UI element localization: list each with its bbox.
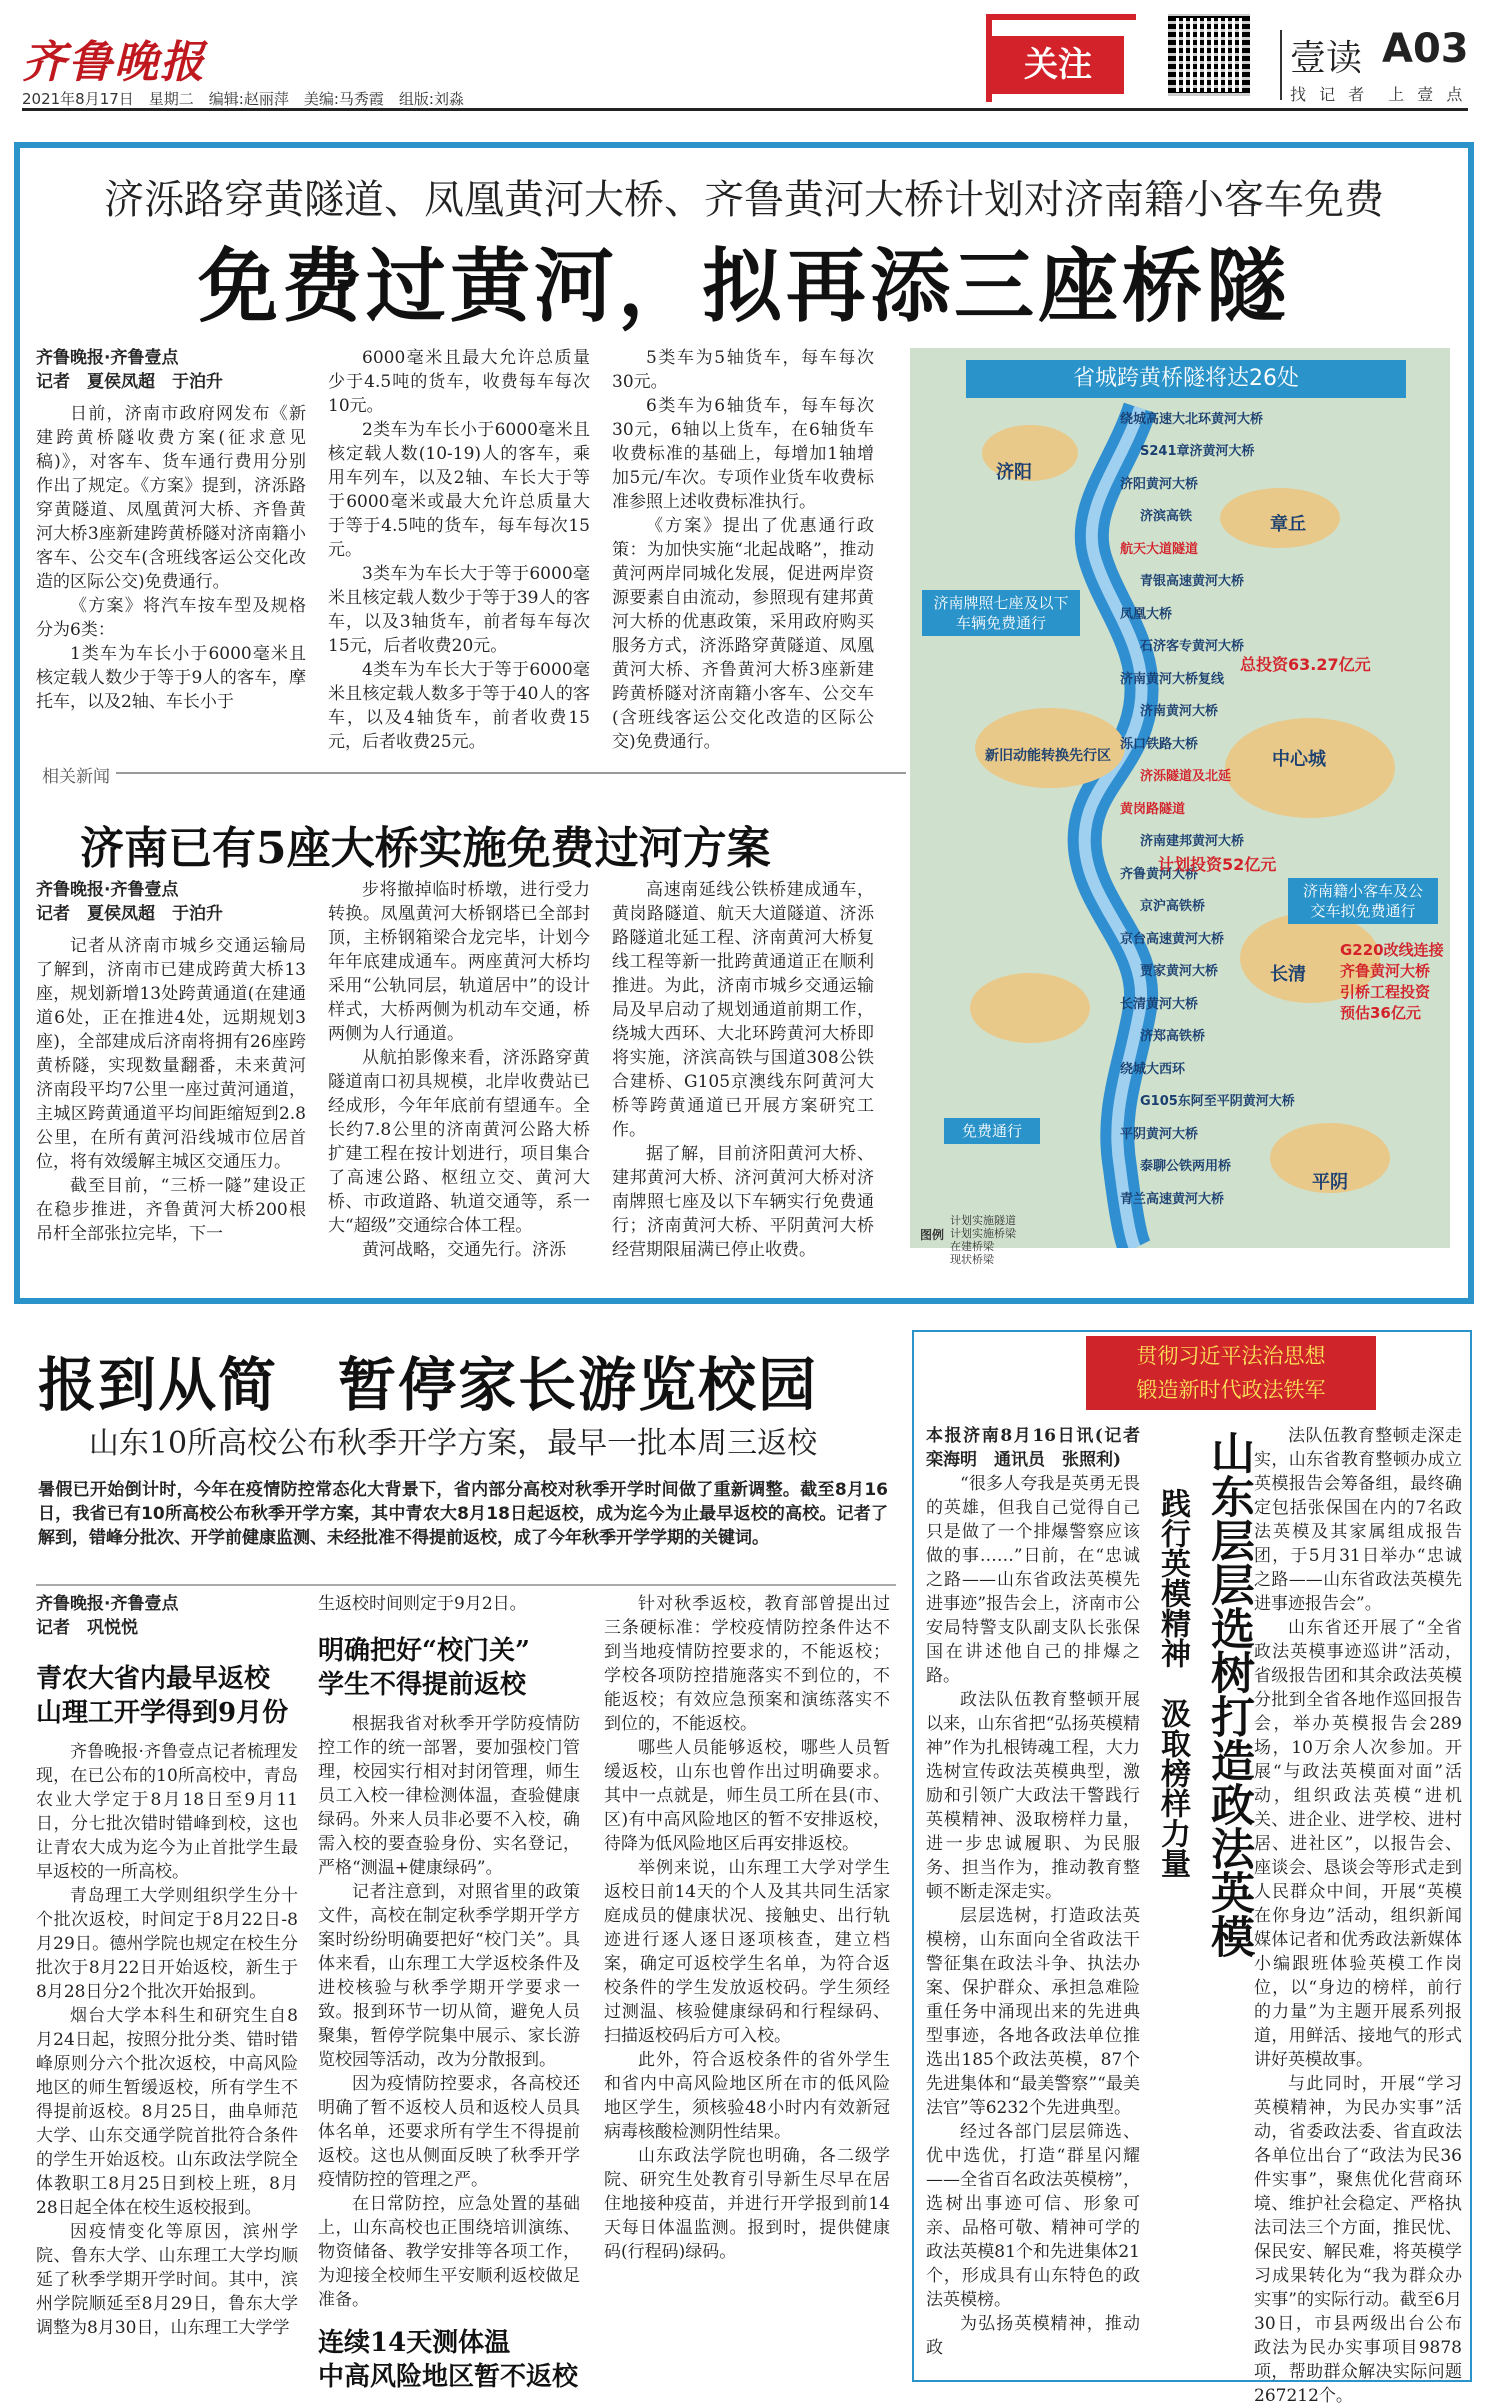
paragraph: 5类车为5轴货车，每车每次30元。: [612, 348, 874, 392]
callout-free-pass: 济南籍小客车及公交车拟免费通行: [1288, 878, 1438, 924]
bridge-label: 济阳黄河大桥: [1120, 476, 1199, 492]
place-city-center: 中心城: [1272, 749, 1326, 770]
bridge-label: 济泺隧道及北延: [1140, 769, 1232, 785]
place-pingyin: 平阴: [1312, 1172, 1348, 1193]
place-jiyang: 济阳: [996, 462, 1032, 483]
map-legend-label: 图例: [920, 1228, 945, 1242]
paragraph: 烟台大学本科生和研究生自8月24日起，按照分批分类、错时错峰原则分六个批次返校，中高风险地区的师生暂缓返校，所有学生不得提前返校。8月25日，曲阜师范大学、山东交通学院首批符合条件的学生开始返校。山东政法学院全体教职工8月25日到校上班，8月28日起全体在校生返校报到。: [36, 2006, 298, 2218]
paragraph: 因疫情变化等原因，滨州学院、鲁东大学、山东理工大学均顺延了秋季学期开学时间。其中，滨州学院顺延至8月29日，鲁东大学调整为8月30日，山东理工大学学: [36, 2222, 298, 2338]
paragraph: 截至目前，“三桥一隧”建设正在稳步推进，齐鲁黄河大桥200根吊杆全部张拉完毕，下一: [36, 1176, 306, 1244]
bridge-label: 齐鲁黄河大桥: [1120, 866, 1199, 882]
paragraph: 记者从济南市城乡交通运输局了解到，济南市已建成跨黄大桥13座，规划新增13处跨黄通道(在建通道6处，正在推进4处，远期规划3座)，全部建成后济南将拥有26座跨黄桥隧，实现数量翻番，未来黄河济南段平均7公里一座过黄河通道，主城区跨黄通道平均间距缩短到2.8公里，在所有黄河沿线城市位居首位，将有效缓解主城区交通压力。: [36, 936, 306, 1172]
school-story-title: 报到从简 暂停家长游览校园: [38, 1351, 819, 1419]
bridge-label: 青银高速黄河大桥: [1140, 574, 1245, 590]
bridge-label: 平阴黄河大桥: [1120, 1126, 1199, 1142]
school-col-1: 齐鲁晚报·齐鲁壹点 记者 巩悦悦 青农大省内最早返校 山理工开学得到9月份 齐鲁晚报·齐鲁壹点记者梳理发现，在已公布的10所高校中，青岛农业大学定于8月18日至9月11日，分七批次错时错峰到校，这也让青农大成为迄今为止首批学生最早返校的一所高校。 青岛理工大学则组织学生分十个批次返校，时间定于8月22日-8月29日。德州学院也规定在校生分批次于8月22日开始返校，新生于8月28日分2个批次开始报到。 烟台大学本科生和研究生自8月24日起，按照分批分类、错时错峰原则分六个批次返校，中高风险地区的师生暂缓返校，所有学生不得提前返校。8月25日，曲阜师范大学、山东交通学院首批符合条件的学生开始返校。山东政法学院全体教职工8月25日到校上班，8月28日起全体在校生返校报到。 因疫情变化等原因，滨州学院、鲁东大学、山东理工大学均顺延了秋季学期开学时间。其中，滨州学院顺延至8月29日，鲁东大学调整为8月30日，山东理工大学学: [36, 1594, 298, 2338]
school-subhead-3: 连续14天测体温 中高风险地区暂不返校: [318, 2328, 579, 2392]
paragraph: 《方案》将汽车按车型及规格分为6类：: [36, 596, 306, 640]
related-col-1: 齐鲁晚报·齐鲁壹点 记者 夏侯凤超 于泊升 记者从济南市城乡交通运输局了解到，济南市已建成跨黄大桥13座，规划新增13处跨黄通道(在建通道6处，正在推进4处，远期规划3座)，全部建成后济南将拥有26座跨黄桥隧，实现数量翻番，未来黄河济南段平均7公里一座过黄河通道，主城区跨黄通道平均间距缩短到2.8公里，在所有黄河沿线城市位居首位，将有效缓解主城区交通压力。 截至目前，“三桥一隧”建设正在稳步推进，齐鲁黄河大桥200根吊杆全部张拉完毕，下一: [36, 880, 306, 1244]
paragraph: 法队伍教育整顿走深走实，山东省教育整顿办成立英模报告会筹备组，最终确定包括张保国在内的7名政法英模及其家属组成报告团，于5月31日举办“忠诚之路——山东省政法英模先进事迹报告会”。: [1254, 1426, 1462, 1614]
callout-g220: G220改线连接齐鲁黄河大桥引桥工程投资预估36亿元: [1340, 941, 1444, 1022]
paragraph: 记者注意到，对照省里的政策文件，高校在制定秋季学期开学方案时纷纷明确要把好“校门关”。具体来看，山东理工大学返校条件及进校核验与秋季学期开学要求一致。报到环节一切从简，避免人员聚集，暂停学院集中展示、家长游览校园等活动，改为分散报到。: [318, 1882, 580, 2070]
related-col-2: [328, 878, 590, 1262]
paragraph: 举例来说，山东理工大学对学生返校日前14天的个人及其共同生活家庭成员的健康状况、接触史、出行轨迹进行逐人逐日逐项核查，建立档案，确定可返校学生名单，为符合返校条件的学生发放返校码。学生须经过测温、核验健康绿码和行程绿码、扫描返校码后方可入校。: [604, 1858, 890, 2046]
paragraph: 政法队伍教育整顿开展以来，山东省把“弘扬英模精神”作为扎根铸魂工程，大力选树宣传政法英模典型，激励和引领广大政法干警践行英模精神、汲取榜样力量，进一步忠诚履职、为民服务、担当作为，推动教育整顿不断走深走实。: [926, 1690, 1140, 1902]
bridge-label: 济南黄河大桥: [1140, 704, 1219, 720]
paragraph: 步将撤掉临时桥墩，进行受力转换。凤凰黄河大桥钢塔已全部封顶，主桥钢箱梁合龙完毕，计划今年年底建成通车。两座黄河大桥均采用“公轨同层，轨道居中”的设计样式，大桥两侧为机动车交通，桥两侧为人行通道。: [328, 880, 590, 1044]
paragraph: 6000毫米且最大允许总质量少于4.5吨的货车，收费每车每次10元。: [328, 348, 590, 416]
school-story-lead: 暑假已开始倒计时，今年在疫情防控常态化大背景下，省内部分高校对秋季开学时间做了重新调整。截至8月16日，我省已有10所高校公布秋季开学方案，其中青农大8月18日起返校，成为迄今为止最早返校的高校。记者了解到，错峰分批次、开学前健康监测、未经批准不得提前返校，成了今年秋季开学学期的关键词。: [38, 1480, 888, 1548]
bridge-label: 京台高速黄河大桥: [1120, 931, 1225, 947]
paragraph: 从航拍影像来看，济泺路穿黄隧道南口初具规模，北岸收费站已经成形，今年年底前有望通车。全长约7.8公里的济南黄河公路大桥扩建工程在按计划进行，项目集合了高速公路、枢纽立交、黄河大桥、市政道路、轨道交通等，系一大“超级”交通综合体工程。: [328, 1048, 590, 1236]
bridge-label: 绕城大西环: [1120, 1061, 1186, 1077]
paragraph: 针对秋季返校，教育部曾提出过三条硬标准：学校疫情防控条件达不到当地疫情防控要求的，不能返校；学校各项防控措施落实不到位的，不能返校；有效应急预案和演练落实不到位的，不能返校。: [604, 1594, 890, 1734]
paragraph: 2类车为车长小于6000毫米且核定载人数(10-19)人的客车，乘用车列车，以及2轴、车长大于等于6000毫米或最大允许总质量大于等于4.5吨的货车，每车每次15元。: [328, 420, 590, 560]
school-subhead-1: 青农大省内最早返校 山理工开学得到9月份: [36, 1664, 289, 1728]
bridge-label: G105东阿至平阴黄河大桥: [1140, 1094, 1295, 1110]
place-zhangqiu: 章丘: [1270, 514, 1306, 535]
section-tag: 关注: [992, 36, 1124, 94]
place-changqing: 长清: [1270, 964, 1306, 985]
paragraph: 山东政法学院也明确，各二级学院、研究生处教育引导新生尽早在居住地接种疫苗，并进行开学报到前14天每日体温监测。报到时，提供健康码(行程码)绿码。: [604, 2146, 890, 2262]
related-col-3: [612, 878, 874, 1262]
map-legend: 计划实施隧道 计划实施桥梁 在建桥梁 现状桥梁: [950, 1214, 1016, 1266]
school-subhead-2: 明确把好“校门关” 学生不得提前返校: [318, 1636, 530, 1700]
callout-invest-2: 计划投资52亿元: [1158, 855, 1277, 874]
bridge-label: 绕城高速大北环黄河大桥: [1120, 412, 1264, 427]
paragraph: 4类车为车长大于等于6000毫米且核定载人数多于等于40人的客车，以及4轴货车，前者收费15元，后者收费25元。: [328, 660, 590, 752]
bridge-label: 贾家黄河大桥: [1140, 964, 1219, 980]
paragraph: 6类车为6轴货车，每车每次30元，6轴以上货车，在6轴货车收费标准的基础上，每增加1轴增加5元/车次。专项作业货车收费标准参照上述收费标准执行。: [612, 396, 874, 512]
bridge-label: 凤凰大桥: [1120, 606, 1173, 622]
bridge-label: 青兰高速黄河大桥: [1120, 1191, 1225, 1207]
paragraph: 在日常防控，应急处置的基础上，山东高校也正围绕培训演练、物资储备、教学安排等各项工作，为迎接全校师生平安顺利返校做足准备。: [318, 2194, 580, 2310]
paragraph: 与此同时，开展“学习英模精神，为民办实事”活动，省委政法委、省直政法各单位出台了“政法为民36件实事”，聚焦优化营商环境、维护社会稳定、严格执法司法三个方面，推民忧、保民安、解民难，将英模学习成果转化为“我为群众办实事”的实际行动。截至6月30日，市县两级出台公布政法为民办实事项目9878项，帮助群众解决实际问题267212个。: [1254, 2074, 1462, 2406]
law-story-subtitle: 践行英模精神 汲取榜样力量: [1155, 1488, 1190, 1878]
paragraph: 为弘扬英模精神，推动政: [926, 2314, 1140, 2358]
law-col-2: [1254, 1424, 1462, 2408]
paragraph: 根据我省对秋季开学防疫情防控工作的统一部署，要加强校门管理，校园实行相对封闭管理，师生员工入校一律检测体温，查验健康绿码。外来人员非必要不入校，确需入校的要查验身份、实名登记，严格“测温+健康绿码”。: [318, 1714, 580, 1878]
bridge-label: 济南建邦黄河大桥: [1140, 834, 1245, 850]
school-col-2: 生返校时间则定于9月2日。 明确把好“校门关” 学生不得提前返校 根据我省对秋季开学防疫情防控工作的统一部署，要加强校门管理，校园实行相对封闭管理，师生员工入校一律检测体温，查验健康绿码。外来人员非必要不入校，确需入校的要查验身份、实名登记，严格“测温+健康绿码”。 记者注意到，对照省里的政策文件，高校在制定秋季学期开学方案时纷纷明确要把好“校门关”。具体来看，山东理工大学返校条件及进校核验与秋季学期开学要求一致。报到环节一切从简，避免人员聚集，暂停学院集中展示、家长游览校园等活动，改为分散报到。 因为疫情防控要求，各高校还明确了暂不返校人员和返校人员具体名单，还要求所有学生不得提前返校。这也从侧面反映了秋季开学疫情防控的管理之严。 在日常防控，应急处置的基础上，山东高校也正围绕培训演练、物资储备、教学安排等各项工作，为迎接全校师生平安顺利返校做足准备。 连续14天测体温 中高风险地区暂不返校: [318, 1594, 580, 2392]
paragraph: 经过各部门层层筛选、优中选优，打造“群星闪耀——全省百名政法英模榜”，选树出事迹可信、形象可亲、品格可敬、精神可学的政法英模81个和先进集体21个，形成具有山东特色的政法英模榜。: [926, 2122, 1140, 2310]
callout-invest-1: 总投资63.27亿元: [1240, 655, 1371, 674]
bridge-label: 石济客专黄河大桥: [1140, 639, 1245, 655]
related-title: 济南已有5座大桥实施免费过河方案: [80, 823, 771, 874]
related-news-rule: [36, 767, 906, 800]
paragraph: 此外，符合返校条件的省外学生和省内中高风险地区所在市的低风险地区学生，须核验48小时内有效新冠病毒核酸检测阴性结果。: [604, 2050, 890, 2142]
section-name: 壹读: [1290, 38, 1363, 79]
map-banner: 省城跨黄桥隧将达26处: [966, 360, 1406, 398]
bridge-label: 泰聊公铁两用桥: [1140, 1159, 1232, 1175]
bridge-label: 泺口铁路大桥: [1120, 736, 1199, 752]
paragraph: 1类车为车长小于6000毫米且核定载人数少于等于9人的客车，摩托车，以及2轴、车长小于: [36, 644, 306, 712]
paragraph: 日前，济南市政府网发布《新建跨黄桥隧收费方案(征求意见稿)》，对客车、货车通行费用分别作出了规定。《方案》提到，济泺路穿黄隧道、凤凰黄河大桥、齐鲁黄河大桥3座新建跨黄桥隧对济南籍小客车、公交车(含班线客运公交化改造的区际公交)免费通行。: [36, 404, 306, 592]
bridge-label: 济南黄河大桥复线: [1120, 671, 1225, 687]
newspaper-logo: 齐鲁晚报: [22, 37, 206, 88]
bridge-label: 长清黄河大桥: [1120, 996, 1199, 1012]
issue-meta: 2021年8月17日 星期二 编辑:赵丽萍 美编:马秀霞 组版:刘淼: [22, 90, 464, 108]
qihe-area: [970, 973, 1090, 1043]
paragraph: 据了解，目前济阳黄河大桥、建邦黄河大桥、济河黄河大桥对济南牌照七座及以下车辆实行免费通行；济南黄河大桥、平阴黄河大桥经营期限届满已停止收费。: [612, 1144, 874, 1260]
lead-col-2: [328, 346, 590, 754]
paragraph: 《方案》提出了优惠通行政策：为加快实施“北起战略”，推动黄河两岸同城化发展，促进两岸资源要素自由流动，参照现有建邦黄河大桥的优惠政策，采用政府购买服务方式，济泺路穿黄隧道、凤凰黄河大桥、齐鲁黄河大桥3座新建跨黄桥隧对济南籍小客车、公交车(含班线客运公交化改造的区际公交)免费通行。: [612, 516, 874, 752]
bridge-label: 航天大道隧道: [1120, 541, 1199, 557]
paragraph: 齐鲁晚报·齐鲁壹点记者梳理发现，在已公布的10所高校中，青岛农业大学定于8月18日至9月11日，分七批次错时错峰到校，这也让青农大成为迄今为止首批学生最早返校的一所高校。: [36, 1742, 298, 1882]
school-story-subtitle: 山东10所高校公布秋季开学方案，最早一批本周三返校: [88, 1426, 818, 1461]
bridge-label: 黄岗路隧道: [1120, 801, 1186, 817]
paragraph: 因为疫情防控要求，各高校还明确了暂不返校人员和返校人员具体名单，还要求所有学生不得提前返校。这也从侧面反映了秋季开学疫情防控的管理之严。: [318, 2074, 580, 2190]
related-label: 相关新闻: [36, 767, 116, 787]
paragraph: 哪些人员能够返校，哪些人员暂缓返校，山东也曾作出过明确要求。其中一点就是，师生员工所在县(市、区)有中高风险地区的暂不安排返校，待降为低风险地区后再安排返校。: [604, 1738, 890, 1854]
law-story-title: 山东层层选树打造政法英模: [1203, 1430, 1254, 1958]
paragraph: 黄河战略，交通先行。济泺: [362, 1240, 566, 1260]
place-xinjiu: 新旧动能转换先行区: [985, 748, 1111, 764]
bridge-label: 济郑高铁桥: [1140, 1029, 1206, 1045]
lead-headline: 免费过黄河，拟再添三座桥隧: [198, 239, 1290, 333]
paragraph: “很多人夸我是英勇无畏的英雄，但我自己觉得自己只是做了一个排爆警察应该做的事……”日前，在“忠诚之路——山东省政法英模先进事迹”报告会上，济南市公安局特警支队副支队长张保国在讲述他自己的排爆之路。: [926, 1474, 1140, 1686]
paragraph: 高速南延线公铁桥建成通车，黄岗路隧道、航天大道隧道、济泺路隧道北延工程、济南黄河大桥复线工程等新一批跨黄通道正在顺利推进。为此，济南市城乡交通运输局及早启动了规划通道前期工作，绕城大西环、大北环跨黄河大桥即将实施，济滨高铁与国道308公铁合建桥、G105京澳线东阿黄河大桥等跨黄通道已开展方案研究工作。: [612, 880, 874, 1140]
page-number: A03: [1382, 26, 1469, 72]
paragraph: 3类车为车长大于等于6000毫米且核定载人数少于等于39人的客车，以及3轴货车，前者每车每次15元，后者收费20元。: [328, 564, 590, 656]
law-story-banner: 贯彻习近平法治思想 锻造新时代政法铁军: [1086, 1336, 1376, 1410]
reporter-line: 找 记 者 上 壹 点: [1290, 85, 1467, 104]
lead-col-3: [612, 346, 874, 754]
lead-kicker: 济泺路穿黄隧道、凤凰黄河大桥、齐鲁黄河大桥计划对济南籍小客车免费: [104, 177, 1384, 223]
paragraph: 青岛理工大学则组织学生分十个批次返校，时间定于8月22日-8月29日。德州学院也规定在校生分批次于8月22日开始返校，新生于8月28日分2个批次开始报到。: [36, 1886, 298, 2002]
paragraph: 山东省还开展了“全省政法英模事迹巡讲”活动，省级报告团和其余政法英模分批到全省各地作巡回报告会，举办英模报告会289场，10万余人次参加。开展“与政法英模面对面”活动，组织政法英模“进机关、进企业、进学校、进村居、进社区”，以报告会、座谈会、恳谈会等形式走到人民群众中间，开展“英模在你身边”活动，组织新闻媒体记者和优秀政法新媒体小编跟班体验英模工作岗位，以“身边的榜样，前行的力量”为主题开展系列报道，用鲜活、接地气的形式讲好英模故事。: [1254, 1618, 1462, 2070]
bridge-label: 济滨高铁: [1140, 509, 1193, 525]
bridge-label: S241章济黄河大桥: [1140, 444, 1255, 460]
law-col-1: 本报济南8月16日讯(记者 栾海明 通讯员 张照利) “很多人夸我是英勇无畏的英雄，但我自己觉得自己只是做了一个排爆警察应该做的事……”日前，在“忠诚之路——山东省政法英模先进事迹”报告会上，济南市公安局特警支队副支队长张保国在讲述他自己的排爆之路。 政法队伍教育整顿开展以来，山东省把“弘扬英模精神”作为扎根铸魂工程，大力选树宣传政法英模典型，激励和引领广大政法干警践行英模精神、汲取榜样力量，进一步忠诚履职、为民服务、担当作为，推动教育整顿不断走深走实。 层层选树，打造政法英模榜，山东面向全省政法干警征集在政法斗争、执法办案、保护群众、承担急难险重任务中涌现出来的先进典型事迹，各地各政法单位推选出185个政法英模，87个先进集体和“最美警察”“最美法官”等6232个先进典型。 经过各部门层层筛选、优中选优，打造“群星闪耀——全省百名政法英模榜”，选树出事迹可信、形象可亲、品格可敬、精神可学的政法英模81个和先进集体21个，形成具有山东特色的政法英模榜。 为弘扬英模精神，推动政: [926, 1426, 1157, 2358]
top-rule: [22, 108, 1468, 111]
callout-toll-free: 济南牌照七座及以下车辆免费通行: [922, 590, 1080, 636]
bridge-label: 京沪高铁桥: [1140, 899, 1206, 915]
paragraph: 层层选树，打造政法英模榜，山东面向全省政法干警征集在政法斗争、执法办案、保护群众、承担急难险重任务中涌现出来的先进典型事迹，各地各政法单位推选出185个政法英模，87个先进集体和“最美警察”“最美法官”等6232个先进典型。: [926, 1906, 1140, 2118]
callout-freepass-tag: 免费通行: [944, 1118, 1040, 1144]
lead-col-1: 齐鲁晚报·齐鲁壹点 记者 夏侯凤超 于泊升 日前，济南市政府网发布《新建跨黄桥隧收费方案(征求意见稿)》，对客车、货车通行费用分别作出了规定。《方案》提到，济泺路穿黄隧道、凤凰黄河大桥、齐鲁黄河大桥3座新建跨黄桥隧对济南籍小客车、公交车(含班线客运公交化改造的区际公交)免费通行。 《方案》将汽车按车型及规格分为6类： 1类车为车长小于6000毫米且核定载人数少于等于9人的客车，摩托车，以及2轴、车长小于: [36, 348, 306, 712]
school-col-3: [604, 1592, 890, 2264]
